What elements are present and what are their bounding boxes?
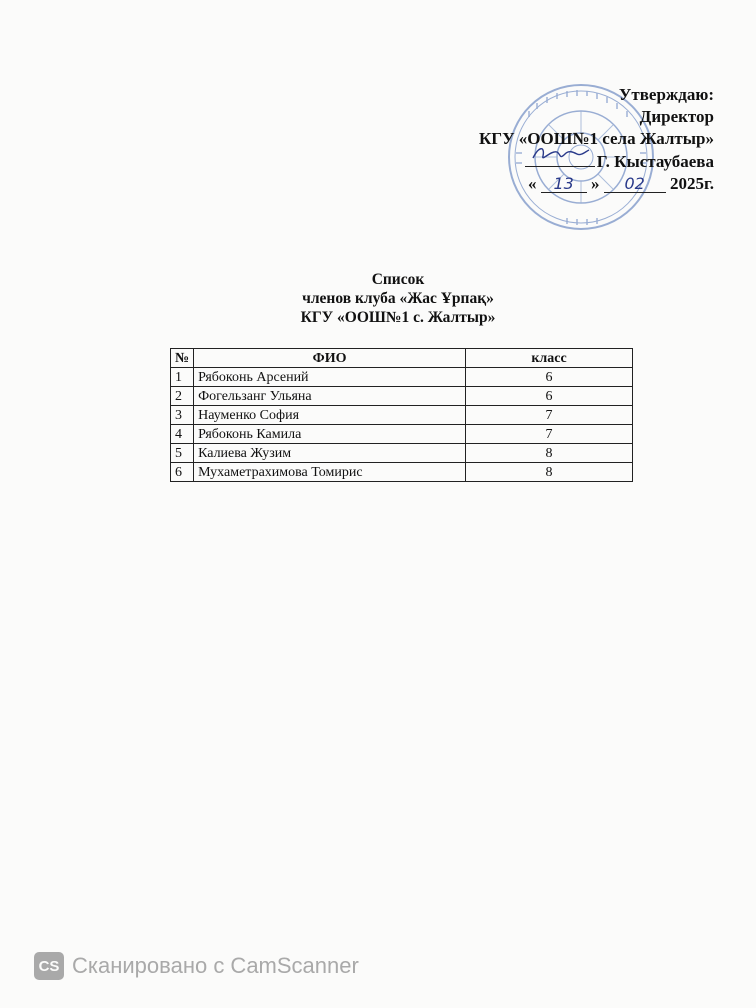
row-class: 7	[466, 406, 633, 425]
column-header-fio: ФИО	[194, 349, 466, 368]
row-fio: Науменко София	[194, 406, 466, 425]
row-class: 8	[466, 463, 633, 482]
table-row	[171, 368, 633, 387]
camscanner-logo-icon: CS	[34, 952, 64, 980]
approval-date-row	[394, 173, 714, 195]
row-number: 2	[171, 387, 194, 406]
table-row	[171, 425, 633, 444]
document-title	[0, 270, 756, 327]
approval-organization: КГУ «ООШ№1 села Жалтыр»	[478, 129, 714, 148]
signature-name: Г. Кыстаубаева	[596, 152, 714, 171]
row-number: 4	[171, 425, 194, 444]
title-line-3: КГУ «ООШ№1 с. Жалтыр»	[300, 309, 496, 326]
approval-position: Директор	[639, 107, 714, 126]
row-fio: Рябоконь Камила	[194, 425, 466, 444]
row-fio: Калиева Жузим	[194, 444, 466, 463]
row-class: 7	[466, 425, 633, 444]
signature-blank	[525, 150, 595, 167]
row-number: 5	[171, 444, 194, 463]
camscanner-watermark	[34, 952, 359, 980]
row-class: 6	[466, 387, 633, 406]
column-header-number: №	[171, 349, 194, 368]
row-fio: Рябоконь Арсений	[194, 368, 466, 387]
row-fio: Мухаметрахимова Томирис	[194, 463, 466, 482]
row-number: 3	[171, 406, 194, 425]
signature-row	[525, 150, 714, 173]
date-open-quote: «	[527, 174, 537, 193]
watermark-text: Сканировано с CamScanner	[72, 953, 359, 978]
table-row	[171, 387, 633, 406]
signature-icon	[531, 142, 591, 166]
title-line-1: Список	[371, 271, 425, 288]
date-month: 02	[604, 176, 666, 193]
approval-block	[394, 84, 714, 195]
date-close-quote: »	[590, 174, 600, 193]
column-header-class: класс	[466, 349, 633, 368]
row-class: 6	[466, 368, 633, 387]
row-fio: Фогельзанг Ульяна	[194, 387, 466, 406]
table-row	[171, 406, 633, 425]
row-class: 8	[466, 444, 633, 463]
date-day: 13	[541, 176, 587, 193]
table-header-row	[171, 349, 633, 368]
row-number: 1	[171, 368, 194, 387]
table-row	[171, 444, 633, 463]
row-number: 6	[171, 463, 194, 482]
approval-heading: Утверждаю:	[618, 85, 714, 104]
table-row	[171, 463, 633, 482]
title-line-2: членов клуба «Жас Ұрпақ»	[302, 290, 494, 307]
members-table	[170, 348, 633, 482]
date-year: 2025г.	[669, 174, 714, 193]
